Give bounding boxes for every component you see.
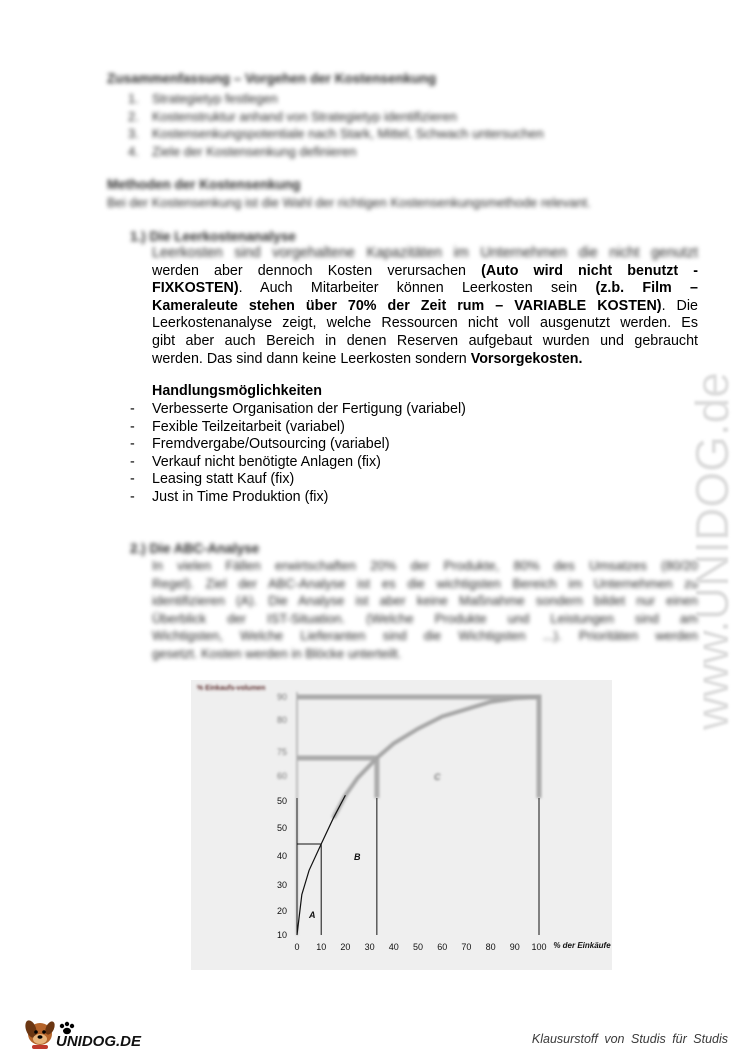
y-tick-label: 60 [276, 771, 287, 781]
abc-line: In vielen Fällen erwirtschaften 20% der Produkte, 80% des Umsatzes (80/20 [152, 558, 698, 573]
summary-item-1: 1. Strategietyp festlegen [128, 91, 278, 106]
region-label-c: C [434, 772, 441, 782]
option-item: - Just in Time Produktion (fix) [130, 488, 329, 505]
options-list [130, 401, 466, 507]
dog-logo-icon [22, 1012, 162, 1052]
summary-title: Zusammenfassung – Vorgehen der Kostensenkung [107, 71, 437, 86]
x-tick-label: 100 [531, 942, 547, 952]
y-tick-label: 50 [276, 796, 287, 806]
x-tick-label: 70 [461, 942, 472, 952]
leerkosten-line-6: gibt aber auch Bereich in denen Reserven aufgebaut wurden und gebraucht [152, 332, 698, 349]
y-tick-label: 75 [276, 747, 287, 757]
option-item: - Fremdvergabe/Outsourcing (variabel) [130, 436, 390, 453]
footer-slogan: Klausurstoff von Studis für Studis [531, 1032, 728, 1046]
summary-item-3: 3. Kostensenkungspotentiale nach Stark, Mittel, Schwach untersuchen [128, 126, 544, 141]
y-tick-label: 90 [276, 692, 287, 702]
logo-text: UNIDOG.DE [56, 1033, 142, 1050]
x-tick-label: 20 [340, 942, 351, 952]
region-label-b: B [354, 852, 361, 862]
leerkosten-line-3: FIXKOSTEN). Auch Mitarbeiter können Leerkosten sein (z.b. Film – [152, 280, 698, 297]
x-tick-label: 90 [509, 942, 520, 952]
x-tick-label: 80 [485, 942, 496, 952]
summary-list [128, 90, 648, 160]
region-a-boundary [297, 844, 321, 935]
y-tick-label: 30 [276, 880, 287, 890]
y-tick-label: 80 [276, 715, 287, 725]
region-label-a: A [309, 910, 316, 920]
options-heading: Handlungsmöglichkeiten [152, 383, 322, 399]
region-c-boundary-upper [297, 697, 539, 798]
x-axis-label: % der Einkäufe [553, 941, 611, 950]
leerkosten-line-7: werden. Das sind dann keine Leerkosten sondern Vorsorgekosten. [152, 350, 583, 367]
abc-line: gesetzt. Kosten werden in Blöcke unterteilt. [152, 645, 402, 661]
leerkosten-line-5: Leerkostenanalyse zeigt, welche Ressourcen nicht voll ausgenutzt werden. Es [152, 315, 698, 332]
x-tick-label: 40 [388, 942, 399, 952]
abc-chart-svg [191, 680, 612, 970]
option-item: - Verkauf nicht benötigte Anlagen (fix) [130, 453, 381, 470]
leerkosten-line-4: Kameraleute stehen über 70% der Zeit rum – VARIABLE KOSTEN). Die [152, 297, 698, 314]
watermark-text: www.UNIDOG.de [686, 372, 738, 730]
abc-line: Wichtigsten, Welche Lieferanten sind die Wichtigsten ...). Prioritäten werden [152, 628, 698, 644]
y-axis-label: % Einkaufs-volumen [197, 685, 266, 692]
x-tick-label: 30 [364, 942, 375, 952]
abc-line: identifizieren (A). Die Analyse ist aber keine Maßnahme sondern bildet nur einen [152, 593, 698, 609]
summary-item-2: 2. Kostenstruktur anhand von Strategietyp identifizieren [128, 108, 457, 124]
region-b-boundary-upper [297, 758, 377, 798]
abc-heading: 2.) Die ABC-Analyse [130, 541, 260, 556]
unidog-watermark [640, 300, 750, 740]
abc-line: Regel). Ziel der ABC-Analyse ist es die wichtigsten Bereich im Unternehmen zu [152, 575, 698, 591]
leerkosten-paragraph [152, 245, 698, 368]
y-tick-label: 10 [276, 930, 287, 940]
x-tick-label: 10 [316, 942, 327, 952]
methods-title: Methoden der Kostensenkung [107, 177, 301, 192]
summary-item-4: 4. Ziele der Kostensenkung definieren [128, 143, 357, 159]
abc-chart [191, 680, 612, 970]
option-item: - Leasing statt Kauf (fix) [130, 471, 295, 488]
x-tick-label: 60 [437, 942, 448, 952]
option-item: - Verbesserte Organisation der Fertigung (variabel) [130, 401, 466, 417]
leerkosten-line-2: werden aber dennoch Kosten verursachen (Auto wird nicht benutzt - [152, 262, 698, 279]
methods-text: Bei der Kostensenkung ist die Wahl der richtigen Kostensenkungsmethode relevant. [107, 195, 591, 210]
y-tick-label: 20 [276, 906, 287, 916]
unidog-logo[interactable] [22, 1012, 162, 1057]
y-tick-label: 50 [276, 823, 287, 833]
abc-paragraph [152, 557, 698, 663]
leerkosten-heading: 1.) Die Leerkostenanalyse [130, 229, 296, 244]
x-tick-label: 0 [294, 942, 300, 952]
x-tick-label: 50 [412, 942, 424, 952]
abc-line: Überblick der IST-Situation. (Welche Produkte und Leistungen sind am [152, 610, 698, 626]
option-item: - Fexible Teilzeitarbeit (variabel) [130, 418, 345, 435]
y-tick-label: 40 [276, 851, 287, 861]
leerkosten-line-1: Leerkosten sind vorgehaltene Kapazitäten im Unternehmen die nicht genutzt [152, 245, 698, 261]
